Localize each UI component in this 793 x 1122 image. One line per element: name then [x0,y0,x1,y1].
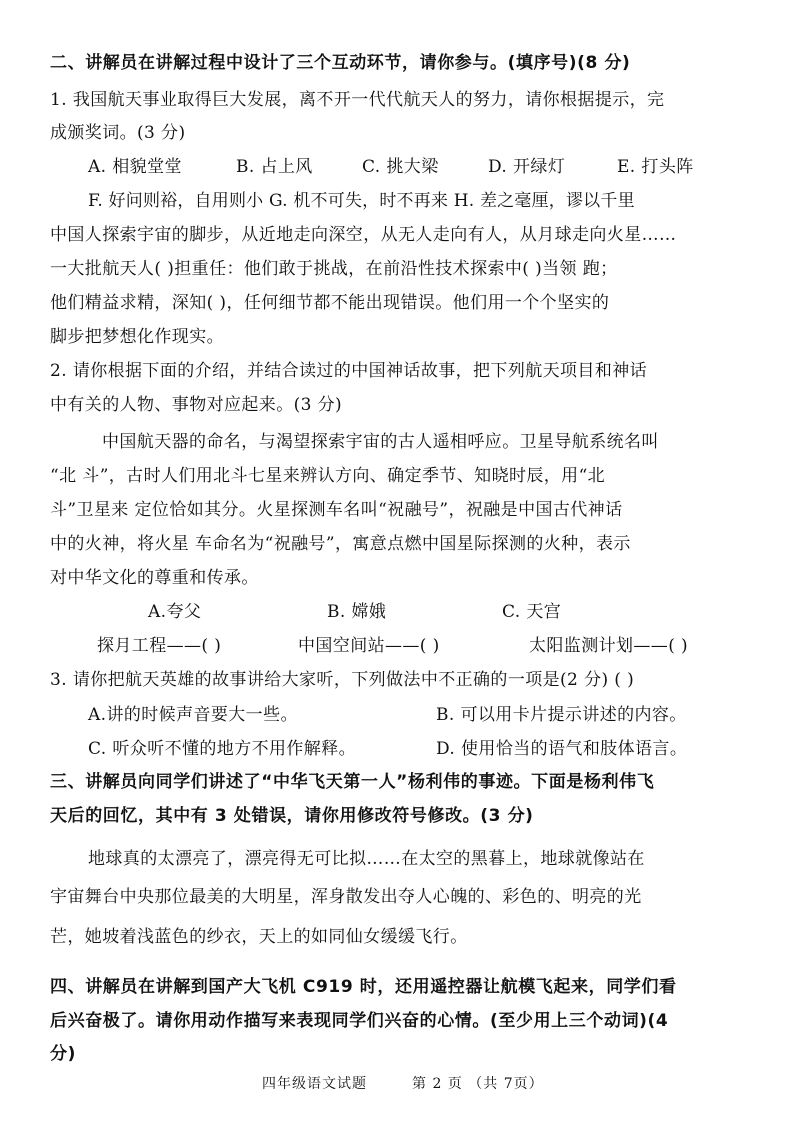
q2-option-a: A.夸父 [148,602,202,622]
section2-heading: 二、讲解员在讲解过程中设计了三个互动环节，请你参与。(填序号)(8 分) [50,53,631,73]
q3-option-c: C. 听众听不懂的地方不用作解释。 [88,739,357,759]
footer-subject: 四年级语文试题 [262,1076,367,1092]
q2-passage-line2: “北 斗”，古时人们用北斗七星来辨认方向、确定季节、知晓时辰，用“北 [50,466,606,486]
section3-heading-line1: 三、讲解员向同学们讲述了“中华飞天第一人”杨利伟的事迹。下面是杨利伟飞 [50,772,655,792]
q1-option-b: B. 占上风 [236,157,313,177]
q3-stem: 3. 请你把航天英雄的故事讲给大家听，下列做法中不正确的一项是(2 分) ( ) [50,670,635,690]
q2-stem-line1: 2. 请你根据下面的介绍，并结合读过的中国神话故事，把下列航天项目和神话 [50,361,648,381]
q3-option-b: B. 可以用卡片提示讲述的内容。 [436,705,687,725]
q2-passage-line5: 对中华文化的尊重和传承。 [50,568,259,588]
q3-option-a: A.讲的时候声音要大一些。 [88,705,298,725]
q1-option-d: D. 开绿灯 [488,157,566,177]
section4-heading-line3: 分) [50,1044,76,1064]
q2-stem-line2: 中有关的人物、事物对应起来。(3 分) [50,395,343,415]
footer-page-number: 第 2 页 （共 7页） [412,1076,544,1092]
section3-passage-line1: 地球真的太漂亮了，漂亮得无可比拟……在太空的黑暮上，地球就像站在 [88,849,645,869]
q3-option-d: D. 使用恰当的语气和肢体语言。 [436,739,688,759]
q2-match-moon: 探月工程——( ) [97,636,222,656]
section3-passage-line2: 宇宙舞台中央那位最美的大明星，浑身散发出夺人心魄的、彩色的、明亮的光 [50,887,642,907]
q1-option-e: E. 打头阵 [617,157,694,177]
q2-option-b: B. 嫦娥 [327,602,387,622]
q2-passage-line3: 斗”卫星来 定位恰如其分。火星探测车名叫“祝融号”，祝融是中国古代神话 [50,500,623,520]
q1-passage-line2: 一大批航天人( )担重任：他们敢于挑战，在前沿性技术探索中( )当领 跑； [50,259,618,279]
section3-heading-line2: 天后的回忆，其中有 3 处错误，请你用修改符号修改。(3 分) [50,806,534,826]
q2-passage-line1: 中国航天器的命名，与渴望探索宇宙的古人遥相呼应。卫星导航系统名叫 [102,432,659,452]
section4-heading-line2: 后兴奋极了。请你用动作描写来表现同学们兴奋的心情。(至少用上三个动词)(4 [50,1011,669,1031]
q2-passage-line4: 中的火神，将火星 车命名为“祝融号”，寓意点燃中国星际探测的火种，表示 [50,534,631,554]
q1-stem-line1: 1. 我国航天事业取得巨大发展，离不开一代代航天人的努力，请你根据提示，完 [50,90,665,110]
q2-match-station: 中国空间站——( ) [298,636,440,656]
q1-passage-line3: 他们精益求精，深知( )，任何细节都不能出现错误。他们用一个个坚实的 [50,293,610,313]
q1-passage-line1: 中国人探索宇宙的脚步，从近地走向深空，从无人走向有人，从月球走向火星…… [50,225,677,245]
q1-option-c: C. 挑大梁 [362,157,439,177]
q2-match-sun: 太阳监测计划——( ) [529,636,689,656]
section4-heading-line1: 四、讲解员在讲解到国产大飞机 C919 时，还用遥控器让航模飞起来，同学们看 [50,977,677,997]
q1-stem-line2: 成颁奖词。(3 分) [50,123,186,143]
q1-options-row2: F. 好问则裕，自用则小 G. 机不可失，时不再来 H. 差之毫厘，谬以千里 [88,191,635,211]
q2-option-c: C. 天宫 [502,602,562,622]
q1-option-a: A. 相貌堂堂 [88,157,182,177]
q1-passage-line4: 脚步把梦想化作现实。 [50,327,224,347]
section3-passage-line3: 芒，她坡着浅蓝色的纱衣，天上的如同仙女缓缓飞行。 [50,927,468,947]
